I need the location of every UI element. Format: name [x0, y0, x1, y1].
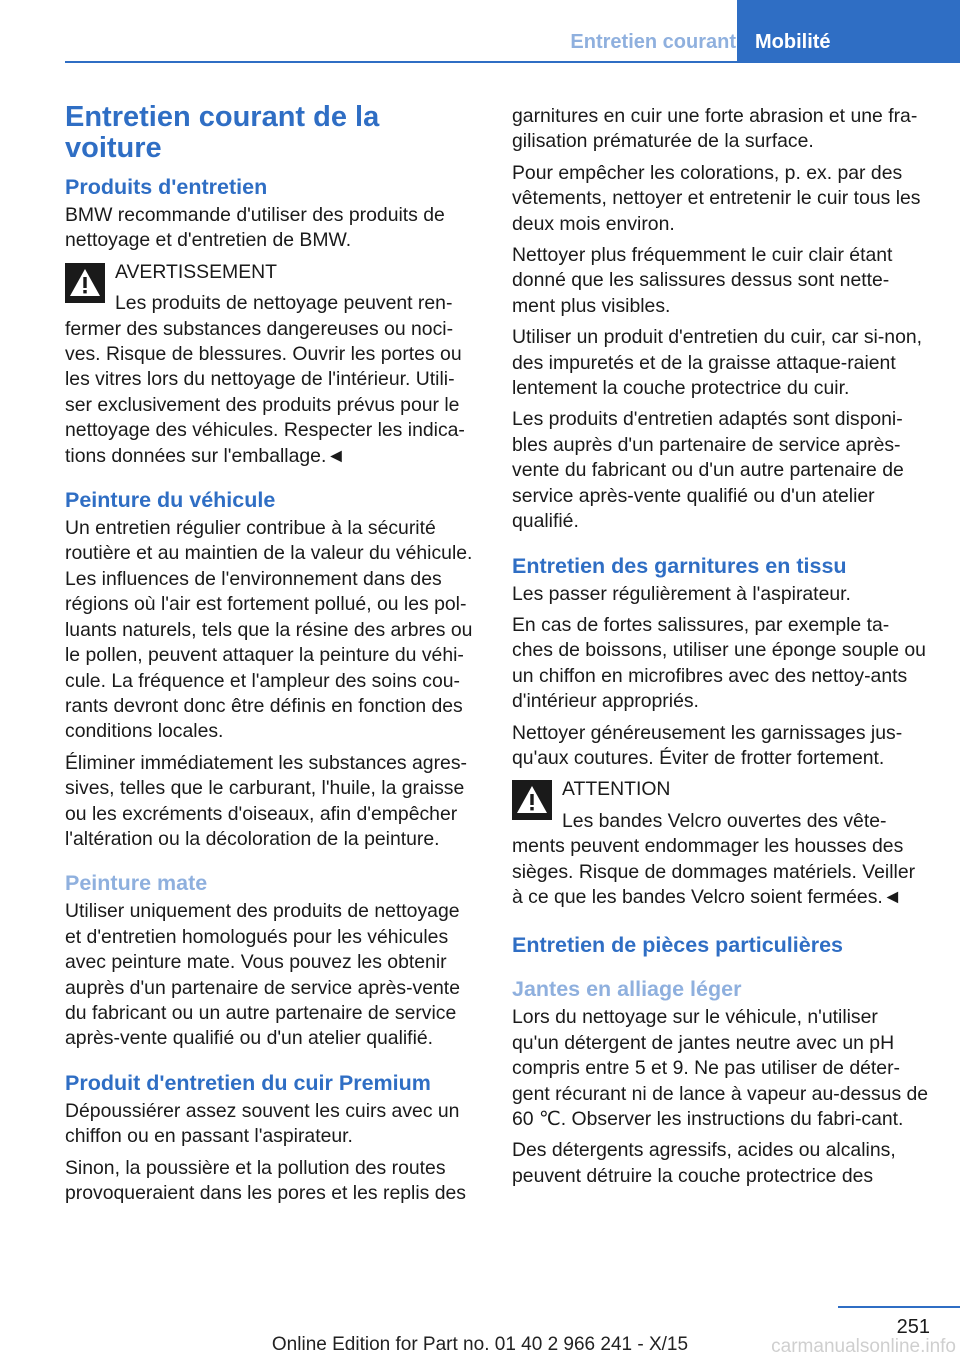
- paragraph: Utiliser uniquement des produits de nettoyage et d'entretien homologués pour les véhicules avec peinture mate. Vous pouvez les obtenir auprès d'un partenaire de service après-vente du fabricant ou un autre partenaire de service après-vente qualifié ou d'un atelier qualifié.: [65, 900, 460, 1050]
- warning-text: fermer des substances dangereuses ou noci-ves. Risque de blessures. Ouvrir les portes ou les vitres lors du nettoyage de l'intérieur. Utili-ser exclusivement des produits prévus pour le nettoyage des véhicules. Respecter les indica-tions données sur l'emballage.◄: [65, 317, 465, 467]
- subsection-heading-jantes: Jantes en alliage léger: [512, 977, 742, 1002]
- section-heading-tissu: Entretien des garnitures en tissu: [512, 553, 847, 578]
- paragraph: En cas de fortes salissures, par exemple ta-ches de boissons, utiliser une éponge souple ou un chiffon en microfibres avec des nettoy-ants d'intérieur appropriés.: [512, 613, 926, 713]
- edition-line: Online Edition for Part no. 01 40 2 966 241 - X/15: [271, 1334, 689, 1355]
- right-column: [512, 104, 930, 1195]
- warning-triangle-icon: [512, 780, 552, 820]
- attention-block: [512, 777, 930, 910]
- warning-title: AVERTISSEMENT: [115, 260, 277, 283]
- paragraph: Utiliser un produit d'entretien du cuir, car si-non, des impuretés et de la graisse attaque-raient lentement la couche protectrice du cuir.: [512, 326, 923, 400]
- watermark: carmanualsonline.info: [771, 1336, 956, 1357]
- section-heading-peinture: Peinture du véhicule: [65, 488, 276, 513]
- paragraph: Lors du nettoyage sur le véhicule, n'utiliser qu'un détergent de jantes neutre avec un pH compris entre 5 et 9. Ne pas utiliser de déter-gent récurant ni de lance à vapeur au-dessus de 60 ℃. Observer les instructions du fabri-cant.: [512, 1006, 929, 1130]
- paragraph: Les produits d'entretien adaptés sont disponi-bles auprès d'un partenaire de service après-vente du fabricant ou d'un autre partenaire de service après-vente qualifié ou d'un atelier qualifié.: [512, 408, 904, 533]
- attention-text: ments peuvent endommager les housses des sièges. Risque de dommages matériels. Veiller à ce que les bandes Velcro soient fermées.◄: [512, 835, 916, 908]
- section-heading-pieces: Entretien de pièces particulières: [512, 933, 843, 958]
- paragraph: garnitures en cuir une forte abrasion et une fra-gilisation prématurée de la surface.: [512, 105, 918, 153]
- header-rule: [65, 61, 960, 63]
- paragraph: BMW recommande d'utiliser des produits de nettoyage et d'entretien de BMW.: [65, 204, 445, 252]
- paragraph: Nettoyer plus fréquemment le cuir clair étant donné que les salissures dessus sont nette-ment plus visibles.: [512, 244, 893, 317]
- paragraph: Dépoussiérer assez souvent les cuirs avec un chiffon ou en passant l'aspirateur.: [65, 1099, 460, 1148]
- subsection-heading-peinture-mate: Peinture mate: [65, 871, 208, 896]
- attention-text: Les bandes Velcro ouvertes des vête-: [562, 809, 887, 832]
- paragraph: Pour empêcher les colorations, p. ex. par des vêtements, nettoyer et entretenir le cuir tous les deux mois environ.: [512, 161, 921, 235]
- attention-title: ATTENTION: [562, 778, 671, 801]
- warning-text: Les produits de nettoyage peuvent ren-: [115, 292, 453, 315]
- paragraph: Un entretien régulier contribue à la sécurité routière et au maintien de la valeur du véhicule. Les influences de l'environnement dans des régions où l'air est fortement pollué, ou les pol-luants naturels, tels que la résine des arbres ou le pollen, peuvent attaquer la peinture du véhi-cule. La fréquence et l'ampleur des soins cou-rants devront donc être définis en fonction des conditions locales.: [65, 517, 473, 743]
- footer-rule: [838, 1306, 960, 1308]
- warning-triangle-icon: [65, 263, 105, 303]
- page-number: 251: [896, 1316, 930, 1338]
- paragraph: Nettoyer généreusement les garnissages jus-qu'aux coutures. Éviter de frotter fortement.: [512, 721, 903, 769]
- left-column: [65, 98, 480, 1212]
- section-heading-produits: Produits d'entretien: [65, 175, 268, 199]
- paragraph: Des détergents agressifs, acides ou alcalins, peuvent détruire la couche protectrice des: [512, 1139, 896, 1187]
- section-heading-cuir: Produit d'entretien du cuir Premium: [65, 1070, 431, 1095]
- warning-block: [65, 260, 480, 469]
- header-tab-mobilite[interactable]: Mobilité: [737, 0, 960, 61]
- paragraph: Sinon, la poussière et la pollution des routes provoqueraient dans les pores et les replis des: [65, 1156, 466, 1204]
- paragraph: Éliminer immédiatement les substances agres-sives, telles que le carburant, l'huile, la graisse ou les excréments d'oiseaux, afin d'empêcher l'altération ou la décoloration de la peinture.: [65, 751, 467, 850]
- header-tab-entretien[interactable]: Entretien courant: [570, 31, 736, 53]
- page-title: Entretien courant de la voiture: [65, 101, 380, 164]
- paragraph: Les passer régulièrement à l'aspirateur.: [512, 582, 851, 605]
